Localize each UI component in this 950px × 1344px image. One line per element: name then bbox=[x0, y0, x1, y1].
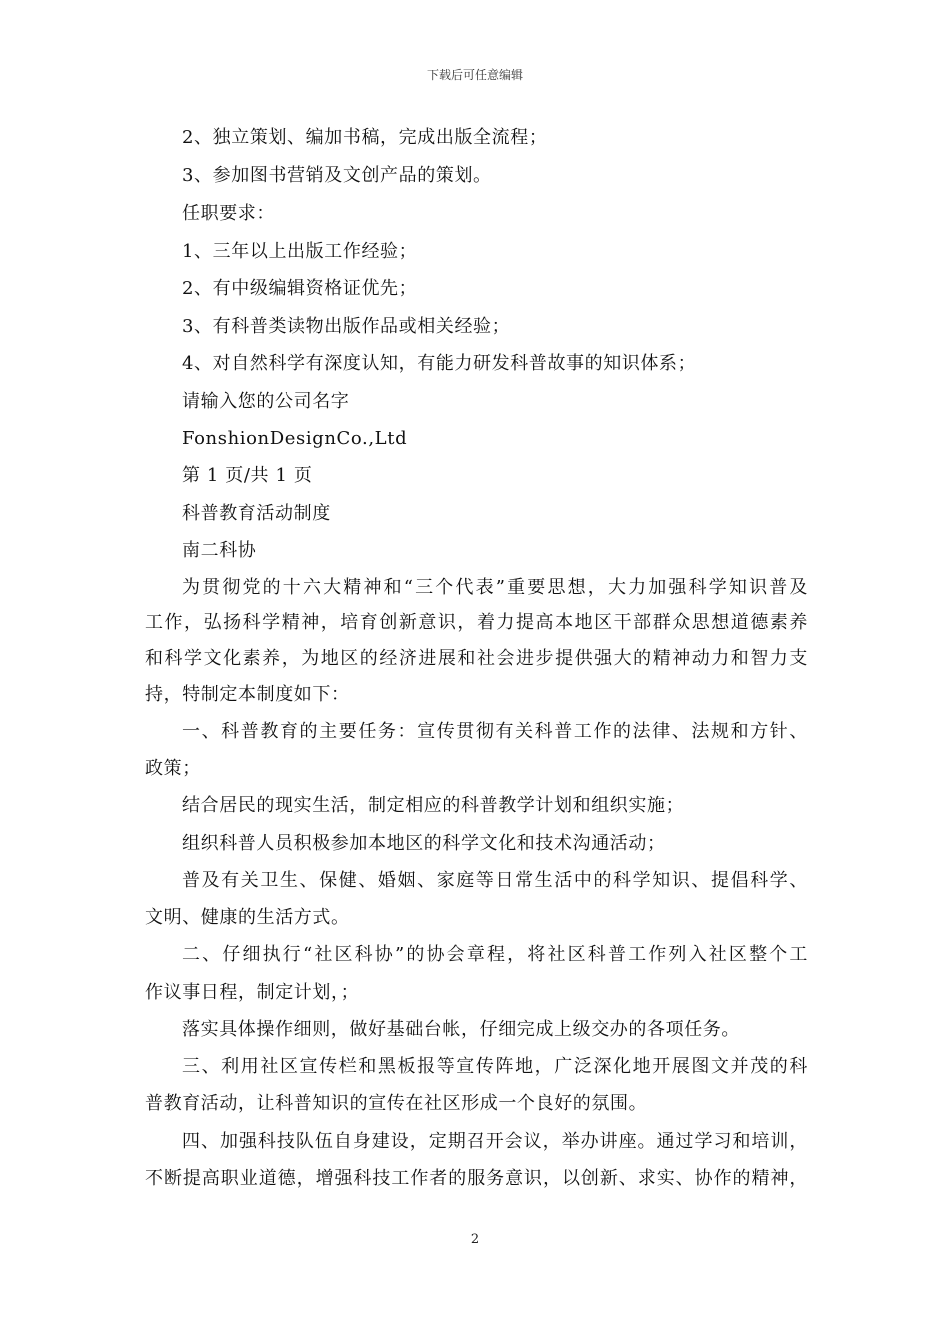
text-line: 1、三年以上出版工作经验； bbox=[182, 241, 418, 262]
section-title: 科普教育活动制度 bbox=[182, 503, 331, 524]
author-line: 南二科协 bbox=[182, 540, 257, 561]
text-line: 结合居民的现实生活，制定相应的科普教学计划和组织实施； bbox=[182, 795, 685, 816]
text-line: 作议事日程，制定计划，； bbox=[145, 982, 360, 1003]
text-line: 3、有科普类读物出版作品或相关经验； bbox=[182, 316, 511, 337]
text-line: 政策； bbox=[145, 758, 201, 779]
text-line: 三、利用社区宣传栏和黑板报等宣传阵地，广泛深化地开展图文并茂的科 bbox=[182, 1056, 808, 1077]
text-line: 文明、健康的生活方式。 bbox=[145, 907, 350, 928]
page-count: 第 1 页/共 1 页 bbox=[182, 465, 313, 486]
page-number: 2 bbox=[470, 1232, 480, 1247]
text-line: 请输入您的公司名字 bbox=[182, 391, 350, 412]
text-line: 普教育活动，让科普知识的宣传在社区形成一个良好的氛围。 bbox=[145, 1093, 648, 1114]
text-line: 不断提高职业道德，增强科技工作者的服务意识，以创新、求实、协作的精神， bbox=[145, 1168, 808, 1189]
text-line: 为贯彻党的十六大精神和“三个代表”重要思想，大力加强科学知识普及 bbox=[182, 577, 808, 598]
text-line: 持，特制定本制度如下： bbox=[145, 684, 350, 705]
text-line: 一、科普教育的主要任务：宣传贯彻有关科普工作的法律、法规和方针、 bbox=[182, 721, 808, 742]
text-line: 3、参加图书营销及文创产品的策划。 bbox=[182, 165, 492, 186]
text-line: 任职要求： bbox=[182, 203, 275, 224]
text-line: 二、仔细执行“社区科协”的协会章程，将社区科普工作列入社区整个工 bbox=[182, 944, 808, 965]
page-header: 下载后可任意编辑 bbox=[426, 68, 523, 82]
text-line: 2、独立策划、编加书稿，完成出版全流程； bbox=[182, 127, 548, 148]
text-line: 组织科普人员积极参加本地区的科学文化和技术沟通活动； bbox=[182, 833, 666, 854]
text-line: 4、对自然科学有深度认知，有能力研发科普故事的知识体系； bbox=[182, 353, 697, 374]
text-line: 四、加强科技队伍自身建设，定期召开会议，举办讲座。通过学习和培训， bbox=[182, 1131, 808, 1152]
text-line: 和科学文化素养，为地区的经济进展和社会进步提供强大的精神动力和智力支 bbox=[145, 648, 808, 669]
text-line: 工作，弘扬科学精神，培育创新意识，着力提高本地区干部群众思想道德素养 bbox=[145, 612, 808, 633]
text-line: 普及有关卫生、保健、婚姻、家庭等日常生活中的科学知识、提倡科学、 bbox=[182, 870, 808, 891]
text-line: 落实具体操作细则，做好基础台帐，仔细完成上级交办的各项任务。 bbox=[182, 1019, 740, 1040]
company-name: FonshionDesignCo.,Ltd bbox=[182, 428, 408, 449]
text-line: 2、有中级编辑资格证优先； bbox=[182, 278, 418, 299]
